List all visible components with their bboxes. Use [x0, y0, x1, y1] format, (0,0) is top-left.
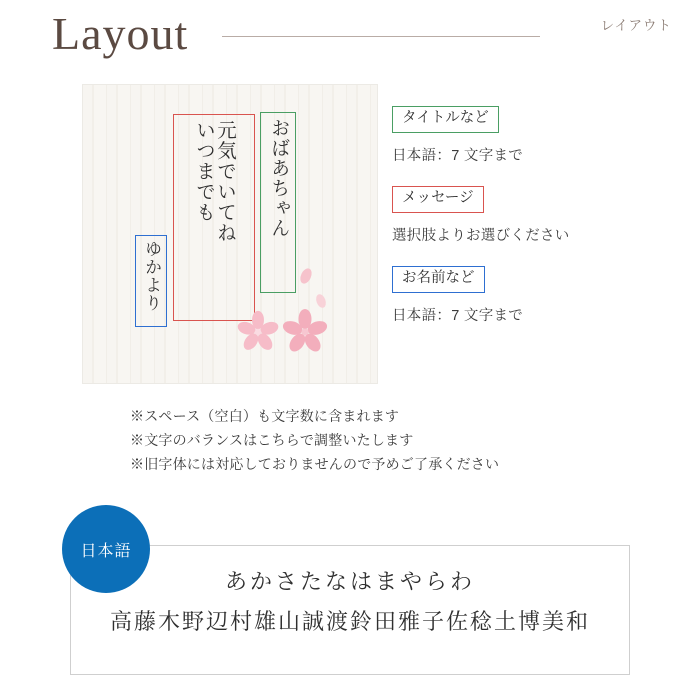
font-sample-line-kanji: 高藤木野辺村雄山誠渡鈴田雅子佐稔土博美和 — [109, 609, 590, 634]
sakura-petal-icon — [295, 265, 317, 287]
message-text-line2: いつまでも — [193, 120, 214, 223]
title-text-box — [260, 112, 296, 293]
legend-tag-name: お名前など — [392, 266, 485, 293]
legend-tag-title: タイトルなど — [392, 106, 499, 133]
legend-item-title — [392, 106, 682, 165]
font-sample-line-kana: あかさたなはまやらわ — [224, 569, 475, 594]
language-badge: 日本語 — [62, 505, 150, 593]
legend-list — [392, 106, 682, 346]
header-divider — [222, 36, 540, 37]
message-text-line1: 元気でいてね — [214, 120, 236, 243]
font-sample-text — [70, 562, 630, 642]
legend-desc-message: 選択肢よりお選びください — [392, 227, 570, 244]
page-subtitle: レイアウト — [600, 18, 672, 33]
notes-list — [130, 404, 650, 476]
page-header — [0, 0, 700, 70]
sakura-flower-icon — [280, 307, 330, 357]
legend-desc-name: 日本語：7 文字まで — [392, 307, 524, 324]
legend-tag-message: メッセージ — [392, 186, 484, 213]
legend-item-message — [392, 186, 682, 245]
layout-preview — [82, 84, 378, 384]
message-text-box — [173, 114, 255, 321]
legend-desc-title: 日本語：7 文字まで — [392, 147, 524, 164]
name-text: ゆかより — [142, 240, 162, 312]
note-line: ※スペース（空白）も文字数に含まれます — [130, 408, 400, 424]
name-text-box — [135, 235, 167, 327]
note-line: ※旧字体には対応しておりませんので予めご了承ください — [130, 456, 500, 472]
note-line: ※文字のバランスはこちらで調整いたします — [130, 432, 414, 448]
sakura-flower-icon — [235, 309, 281, 355]
title-text: おばあちゃん — [268, 118, 290, 238]
legend-item-name — [392, 266, 682, 325]
page-title: Layout — [52, 8, 189, 59]
